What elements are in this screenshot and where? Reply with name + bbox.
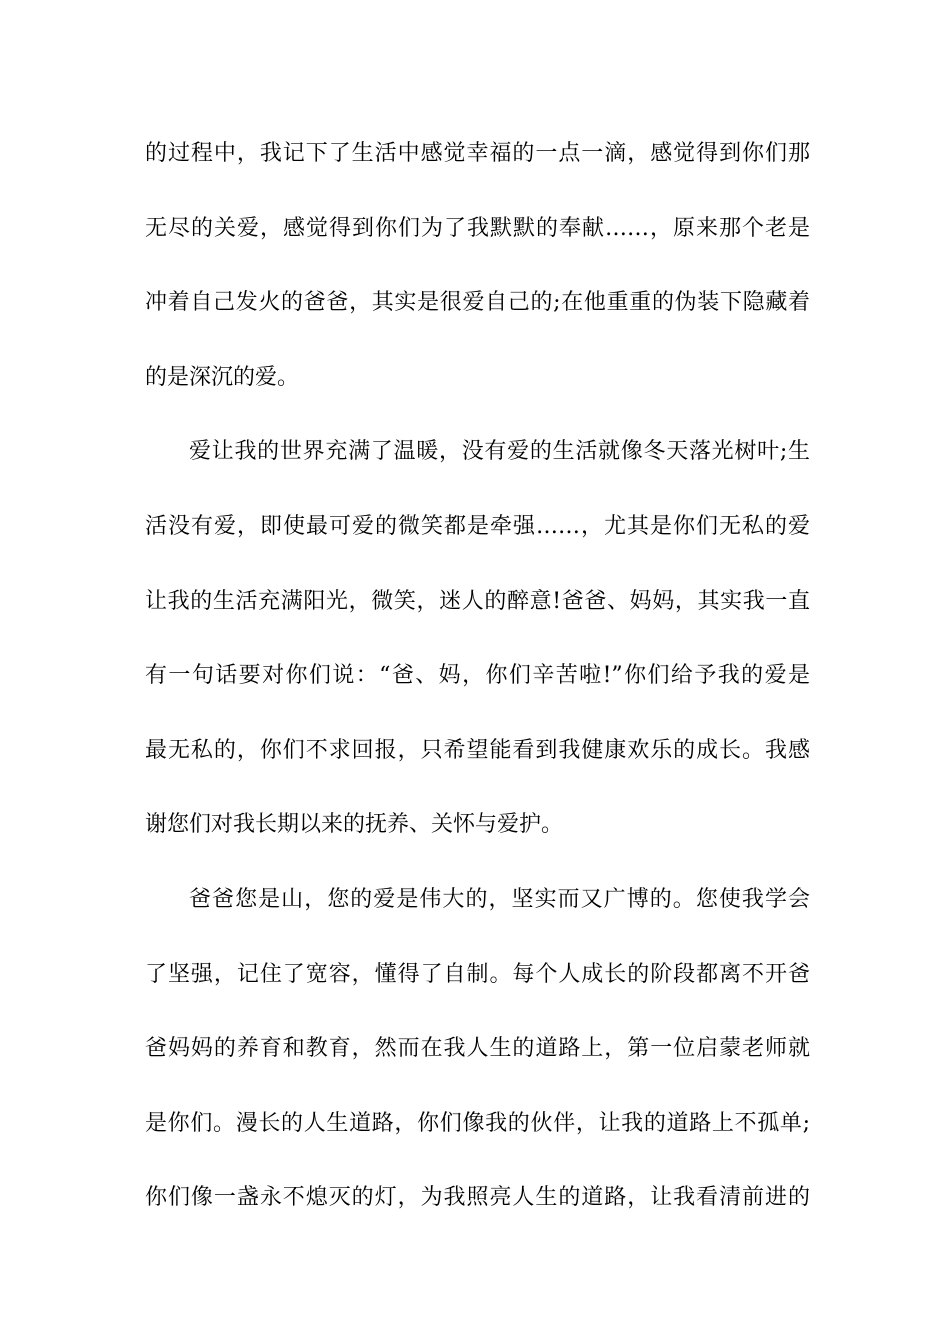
text-line: 你们像一盏永不熄灭的灯，为我照亮人生的道路，让我看清前进的 — [145, 1185, 810, 1211]
text-line: 冲着自己发火的爸爸，其实是很爱自己的;在他重重的伪装下隐藏着 — [145, 290, 810, 316]
text-line: 让我的生活充满阳光，微笑，迷人的醉意!爸爸、妈妈，其实我一直 — [145, 588, 810, 614]
text-line: 最无私的，你们不求回报，只希望能看到我健康欢乐的成长。我感 — [145, 737, 810, 763]
text-line: 有一句话要对你们说：“爸、妈，你们辛苦啦!”你们给予我的爱是 — [145, 663, 810, 689]
text-line: 爸妈妈的养育和教育，然而在我人生的道路上，第一位启蒙老师就 — [145, 1036, 810, 1062]
text-line: 谢您们对我长期以来的抚养、关怀与爱护。 — [145, 812, 564, 838]
text-line: 无尽的关爱，感觉得到你们为了我默默的奉献……，原来那个老是 — [145, 215, 810, 241]
text-line: 的是深沉的爱。 — [145, 364, 300, 390]
text-line: 了坚强，记住了宽容，懂得了自制。每个人成长的阶段都离不开爸 — [145, 961, 810, 987]
text-line: 的过程中，我记下了生活中感觉幸福的一点一滴，感觉得到你们那 — [145, 141, 810, 166]
text-line: 爸爸您是山，您的爱是伟大的，坚实而又广博的。您使我学会 — [189, 886, 810, 912]
text-line: 活没有爱，即使最可爱的微笑都是牵强……，尤其是你们无私的爱 — [145, 513, 810, 539]
body-text — [145, 127, 810, 1246]
text-line: 是你们。漫长的人生道路，你们像我的伙伴，让我的道路上不孤单; — [145, 1110, 810, 1136]
text-line: 爱让我的世界充满了温暖，没有爱的生活就像冬天落光树叶;生 — [189, 439, 810, 465]
